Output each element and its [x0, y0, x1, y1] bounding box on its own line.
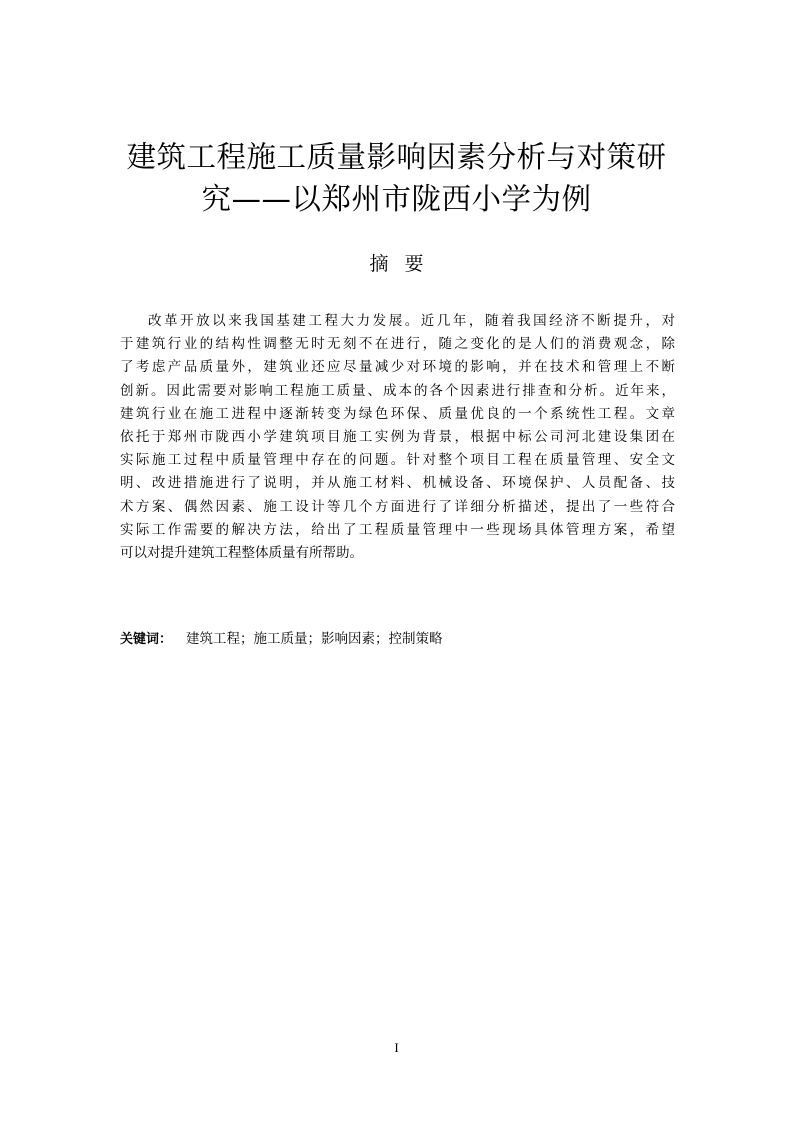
document-title [118, 136, 675, 220]
abstract-line: 实际工作需要的解决方法，给出了工程质量管理中一些现场具体管理方案，希望 [120, 521, 675, 538]
keywords-label: 关键词： [120, 632, 173, 647]
keywords-text: 建筑工程；施工质量；影响因素；控制策略 [186, 631, 443, 647]
abstract-line: 依托于郑州市陇西小学建筑项目施工实例为背景，根据中标公司河北建设集团在 [120, 429, 675, 446]
abstract-line: 明、改进措施进行了说明，并从施工材料、机械设备、环境保护、人员配备、技 [120, 475, 675, 492]
abstract-line: 实际施工过程中质量管理中存在的问题。针对整个项目工程在质量管理、安全文 [120, 452, 675, 469]
abstract-line: 创新。因此需要对影响工程施工质量、成本的各个因素进行排查和分析。近年来， [120, 382, 675, 399]
abstract-line: 可以对提升建筑工程整体质量有所帮助。 [120, 545, 363, 562]
abstract-line: 建筑行业在施工进程中逐渐转变为绿色环保、质量优良的一个系统性工程。文章 [120, 405, 675, 422]
keywords [120, 628, 443, 651]
abstract-heading: 摘要 [369, 253, 440, 275]
title-line-1: 建筑工程施工质量影响因素分析与对策研 [126, 140, 667, 174]
abstract-line: 改革开放以来我国基建工程大力发展。近几年，随着我国经济不断提升，对 [148, 313, 675, 329]
abstract-line: 术方案、偶然因素、施工设计等几个方面进行了详细分析描述，提出了一些符合 [120, 498, 675, 515]
abstract-line: 于建筑行业的结构性调整无时无刻不在进行，随之变化的是人们的消费观念，除 [120, 336, 675, 353]
title-line-2: 究——以郑州市陇西小学为例 [201, 182, 592, 216]
page-number: I [394, 1040, 399, 1055]
abstract-body [120, 310, 675, 565]
abstract-line: 了考虑产品质量外，建筑业还应尽量减少对环境的影响，并在技术和管理上不断 [120, 359, 675, 376]
